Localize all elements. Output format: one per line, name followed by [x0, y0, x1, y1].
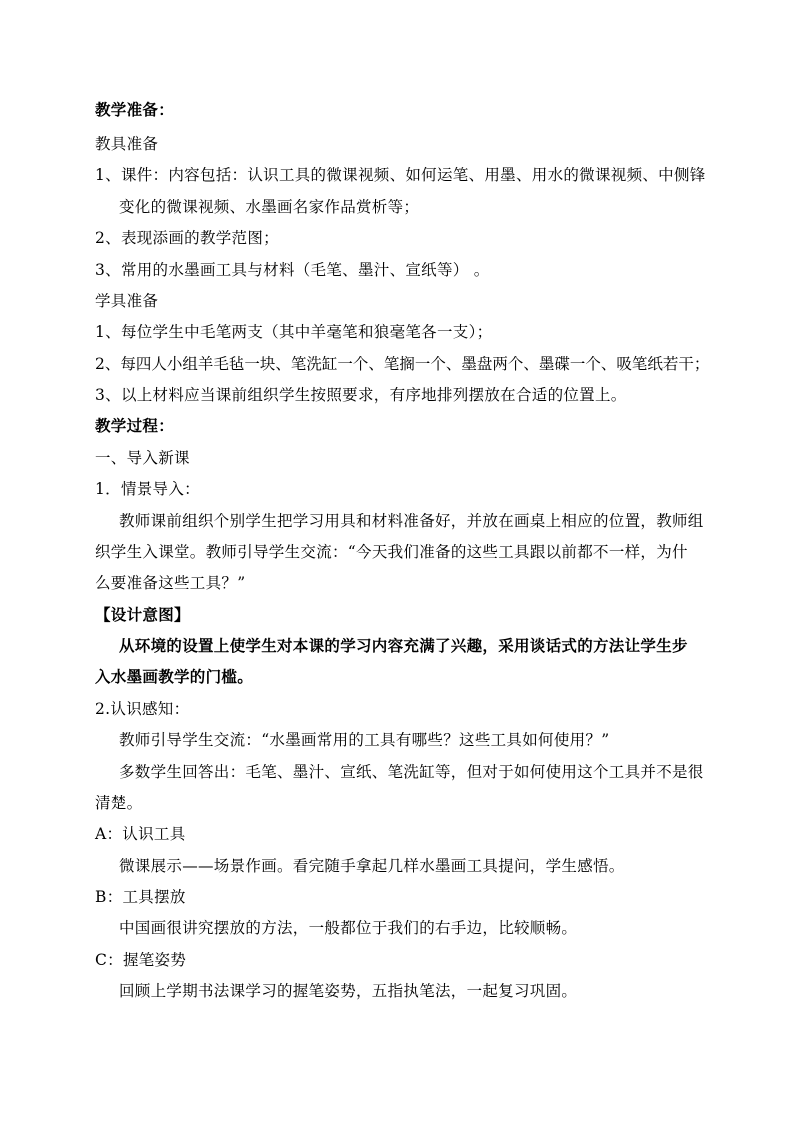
subheading-scenario: 1．情景导入：	[95, 480, 200, 498]
paragraph-line: 2、表现添画的教学范图；	[95, 229, 279, 247]
paragraph-line: 2、每四人小组羊毛毡一块、笔洗缸一个、笔搁一个、墨盘两个、墨碟一个、吸笔纸若干；	[95, 355, 710, 373]
paragraph-line: 么要准备这些工具？”	[95, 574, 246, 592]
paragraph-line: 1、课件：内容包括：认识工具的微课视频、如何运笔、用墨、用水的微课视频、中侧锋	[95, 166, 706, 184]
subheading-teaching-aids: 教具准备	[95, 135, 159, 153]
heading-design-intent: 【设计意图】	[95, 605, 190, 624]
paragraph-line: 微课展示——场景作画。看完随手拿起几样水墨画工具提问，学生感悟。	[119, 857, 625, 875]
paragraph-line: 中国画很讲究摆放的方法，一般都位于我们的右手边，比较顺畅。	[119, 919, 578, 937]
paragraph-line: 多数学生回答出：毛笔、墨汁、宣纸、笔洗缸等，但对于如何使用这个工具并不是很	[119, 763, 704, 781]
paragraph-line: 回顾上学期书法课学习的握笔姿势，五指执笔法，一起复习巩固。	[119, 982, 578, 1000]
paragraph-line: 变化的微课视频、水墨画名家作品赏析等；	[119, 198, 420, 216]
heading-teaching-preparation: 教学准备：	[95, 100, 175, 119]
subheading-intro: 一、导入新课	[95, 449, 190, 467]
paragraph-line: 教师课前组织个别学生把学习用具和材料准备好，并放在画桌上相应的位置，教师组	[119, 512, 704, 530]
heading-teaching-process: 教学过程：	[95, 416, 175, 435]
subheading-tool-placement: B：工具摆放	[95, 888, 186, 906]
paragraph-line: 清楚。	[95, 794, 143, 812]
paragraph-line: 教师引导学生交流：“水墨画常用的工具有哪些？这些工具如何使用？”	[119, 731, 610, 749]
subheading-perception: 2.认识感知：	[95, 700, 190, 718]
subheading-student-tools: 学具准备	[95, 292, 159, 310]
paragraph-line: 从环境的设置上使学生对本课的学习内容充满了兴趣，采用谈话式的方法让学生步	[119, 636, 688, 655]
subheading-pen-grip: C：握笔姿势	[95, 951, 187, 969]
paragraph-line: 入水墨画教学的门槛。	[95, 667, 254, 686]
paragraph-line: 3、以上材料应当课前组织学生按照要求，有序地排列摆放在合适的位置上。	[95, 386, 627, 404]
subheading-know-tools: A：认识工具	[95, 825, 186, 843]
paragraph-line: 3、常用的水墨画工具与材料（毛笔、墨汁、宣纸等） 。	[95, 261, 490, 279]
paragraph-line: 织学生入课堂。教师引导学生交流：“今天我们准备的这些工具跟以前都不一样，为什	[95, 543, 688, 561]
paragraph-line: 1、每位学生中毛笔两支（其中羊毫笔和狼毫笔各一支）；	[95, 323, 493, 341]
